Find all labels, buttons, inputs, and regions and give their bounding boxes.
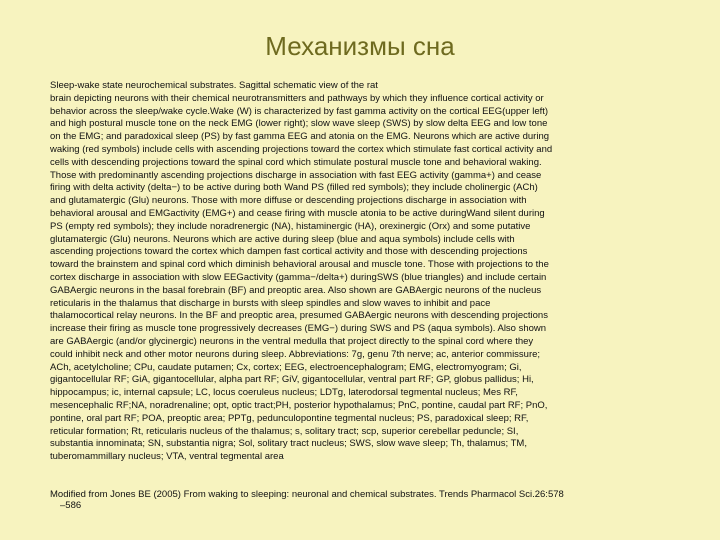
body-line: mesencephalic RF;NA, noradrenaline; opt, optic tract;PH, posterior hypothalamus; PnC, pontine, caudal part RF; PnO, [50,399,548,411]
body-line: waking (red symbols) include cells with ascending projections toward the cortex which stimulate fast cortical activity and [50,143,553,155]
body-line: GABAergic neurons in the basal forebrain (BF) and preoptic area. Also shown are GABAergic neurons of the nucleus [50,284,542,296]
reference-citation [50,489,680,511]
body-line: Sleep-wake state neurochemical substrates. Sagittal schematic view of the rat [50,80,378,91]
body-line: firing with delta activity (delta−) to be active during both Wand PS (filled red symbols); they include cholinergic (ACh) [50,182,538,194]
body-line: behavioral arousal and EMGactivity (EMG+) and cease firing with muscle atonia to be active duringWand silent during [50,207,545,219]
body-line: gigantocellular RF; GiA, gigantocellular, alpha part RF; GiV, gigantocellular, ventral part RF; GP, globus pallidus; Hi, [50,374,534,386]
body-line: substantia innominata; SN, substantia nigra; Sol, solitary tract nucleus; SWS, slow wave sleep; Th, thalamus; TM, [50,438,527,450]
slide-title: Механизмы сна [265,31,455,61]
body-line: brain depicting neurons with their chemical neurotransmitters and pathways by which they influence cortical activity or [50,92,544,104]
body-line: are GABAergic (and/or glycinergic) neurons in the ventral medulla that project directly to the spinal cord where they [50,335,534,347]
body-line: toward the brainstem and spinal cord which diminish behavioral arousal and muscle tone. Those with projections to the [50,259,549,271]
body-line: increase their firing as muscle tone progressively decreases (EMG−) during SWS and PS (aqua symbols). Also shown [50,323,547,335]
body-line: reticularis in the thalamus that discharge in bursts with sleep spindles and slow waves to inhibit and pace [50,297,491,309]
body-line: and high postural muscle tone on the neck EMG (lower right); slow wave sleep (SWS) by slow delta EEG and low tone [50,118,548,130]
body-line: and glutamatergic (Glu) neurons. Those with more diffuse or descending projections discharge in association with [50,195,527,207]
body-line: PS (empty red symbols); they include noradrenergic (NA), histaminergic (HA), orexinergic (Orx) and some putative [50,220,531,232]
reference-line: Modified from Jones BE (2005) From waking to sleeping: neuronal and chemical substrates. Trends Pharmacol Sci.26:578 [50,489,564,500]
body-line: glutamatergic (Glu) neurons. Neurons which are active during sleep (blue and aqua symbols) include cells with [50,233,515,245]
body-line: could inhibit neck and other motor neurons during sleep. Abbreviations: 7g, genu 7th nerve; ac, anterior commissure; [50,348,541,360]
slide-body-text [50,80,635,464]
body-line: hippocampus; ic, internal capsule; LC, locus coeruleus nucleus; LDTg, laterodorsal tegmental nucleus; Mes RF, [50,387,518,399]
body-line: Those with predominantly ascending projections discharge in association with fast EEG activity (gamma+) and cease [50,169,542,181]
body-line: behavior across the sleep/wake cycle.Wake (W) is characterized by fast gamma activity on the cortical EEG(upper left) [50,105,549,117]
reference-line-continuation: –586 [60,500,82,511]
body-line: on the EMG; and paradoxical sleep (PS) by fast gamma EEG and atonia on the EMG. Neurons which are active during [50,131,550,143]
body-line: ACh, acetylcholine; CPu, caudate putamen; Cx, cortex; EEG, electroencephalogram; EMG, electromyogram; Gi, [50,361,522,373]
body-line: tuberomammillary nucleus; VTA, ventral tegmental area [50,451,284,463]
body-line: ascending projections toward the cortex which dampen fast cortical activity and those with descending projections [50,246,528,258]
body-line: cells with descending projections toward the spinal cord which stimulate postural muscle tone and behavioral waking. [50,156,542,168]
body-line: thalamocortical relay neurons. In the BF and preoptic area, presumed GABAergic neurons with descending projections [50,310,548,322]
body-line: reticular formation; Rt, reticularis nucleus of the thalamus; s, solitary tract; scp, superior cerebellar peduncle; SI, [50,425,519,437]
body-line: cortex discharge in association with slow EEGactivity (gamma−/delta+) duringSWS (blue triangles) and include certain [50,271,547,283]
body-line: pontine, oral part RF; POA, preoptic area; PPTg, pedunculopontine tegmental nucleus; PS, paradoxical sleep; RF, [50,412,529,424]
